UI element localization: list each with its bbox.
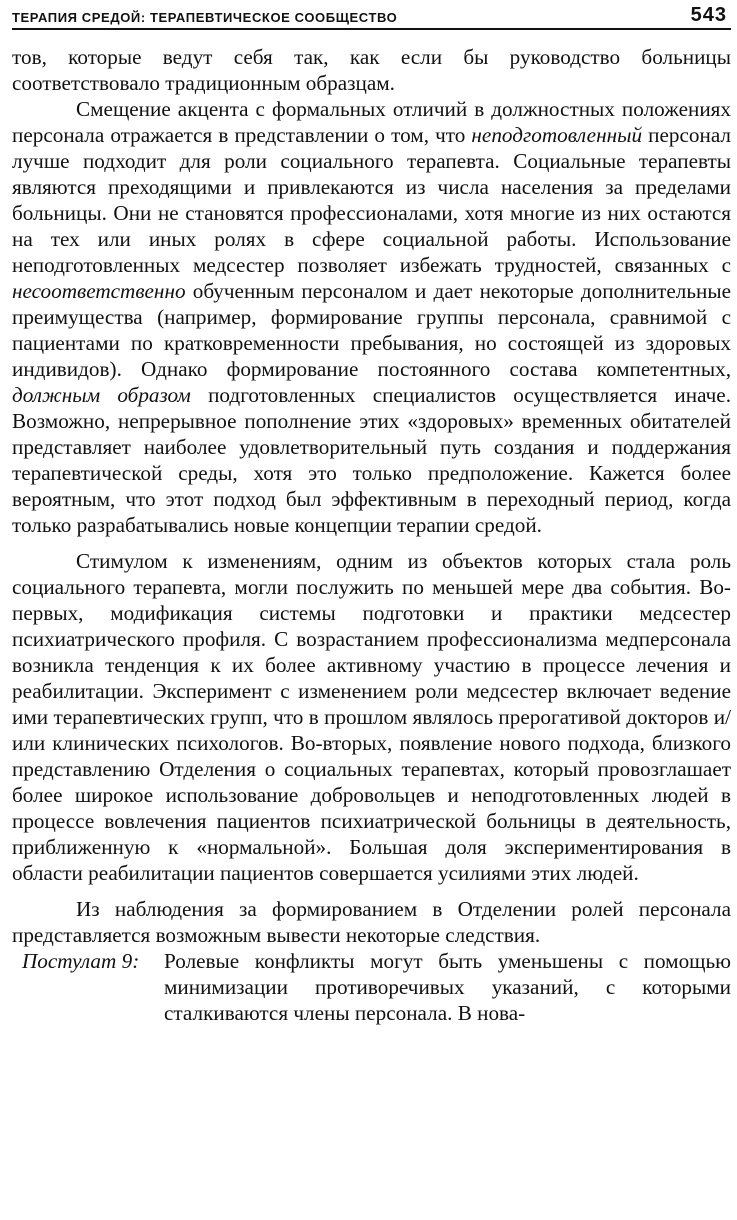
paragraph-continuation: тов, которые ведут себя так, как если бы руководство больницы соответствовало традиционным образцам. (12, 45, 731, 95)
page-number: 543 (690, 4, 727, 26)
emphasis-untrained: неподготовленный (471, 123, 643, 147)
postulate-text: Ролевые конфликты могут быть уменьшены с помощью минимизации противоречивых указаний, с которыми сталкиваются члены персонала. В нова- (164, 949, 731, 1025)
page-header (12, 0, 731, 30)
page-body (12, 30, 731, 1026)
running-head: ТЕРАПИЯ СРЕДОЙ: ТЕРАПЕВТИЧЕСКОЕ СООБЩЕСТВО (12, 10, 398, 25)
text-run: обученным персоналом и дает некоторые дополнительные преимущества (например, формирование группы персонала, сравнимой с пациентами по кратковременности пребывания, но состоящей из здоровых индивидов). Однако формирование постоянного состава компетентных, (12, 279, 731, 381)
paragraph-observations: Из наблюдения за формированием в Отделении ролей персонала представляется возможным вывести некоторые следствия. (12, 897, 731, 947)
paragraph-social-therapists (12, 96, 731, 538)
text-run: персонал лучше подходит для роли социального терапевта. Социальные терапевты являются преходящими и привлекаются из числа населения за пределами больницы. Они не становятся профессионалами, хотя многие из них остаются на тех или иных ролях в сфере социальной работы. Использование неподготовленных медсестер позволяет избежать трудностей, связанных с (12, 123, 731, 277)
text-run: подготовленных специалистов осуществляется иначе. Возможно, непрерывное пополнение этих «здоровых» временных обитателей представляет наиболее удовлетворительный путь создания и поддержания терапевтической среды, хотя это только предположение. Кажется более вероятным, что этот подход был эффективным в переходный период, когда только разрабатывались новые концепции терапии средой. (12, 383, 731, 537)
postulate-label: Постулат 9: (22, 949, 140, 973)
emphasis-properly: должным образом (12, 383, 191, 407)
postulate-9 (12, 948, 731, 1026)
text-run: Смещение акцента с формальных отличий в должностных положениях персонала отражается в представлении о том, что (12, 97, 731, 147)
emphasis-inappropriately: несоответственно (12, 279, 186, 303)
paragraph-stimulus: Стимулом к изменениям, одним из объектов которых стала роль социального терапевта, могли послужить по меньшей мере два события. Во-первых, модификация системы подготовки и практики медсестер психиатрического профиля. С возрастанием профессионализма медперсонала возникла тенденция к их более активному участию в процессе лечения и реабилитации. Эксперимент с изменением роли медсестер включает ведение ими терапевтических групп, что в прошлом являлось прерогативой докторов и/или клинических психологов. Во-вторых, появление нового подхода, близкого представлению Отделения о социальных терапевтах, который провозглашает более широкое использование добровольцев и неподготовленных людей в процессе вовлечения пациентов психиатрической больницы в деятельность, приближенную к «нормальной». Большая доля экспериментирования в области реабилитации пациентов совершается усилиями этих людей. (12, 549, 731, 885)
